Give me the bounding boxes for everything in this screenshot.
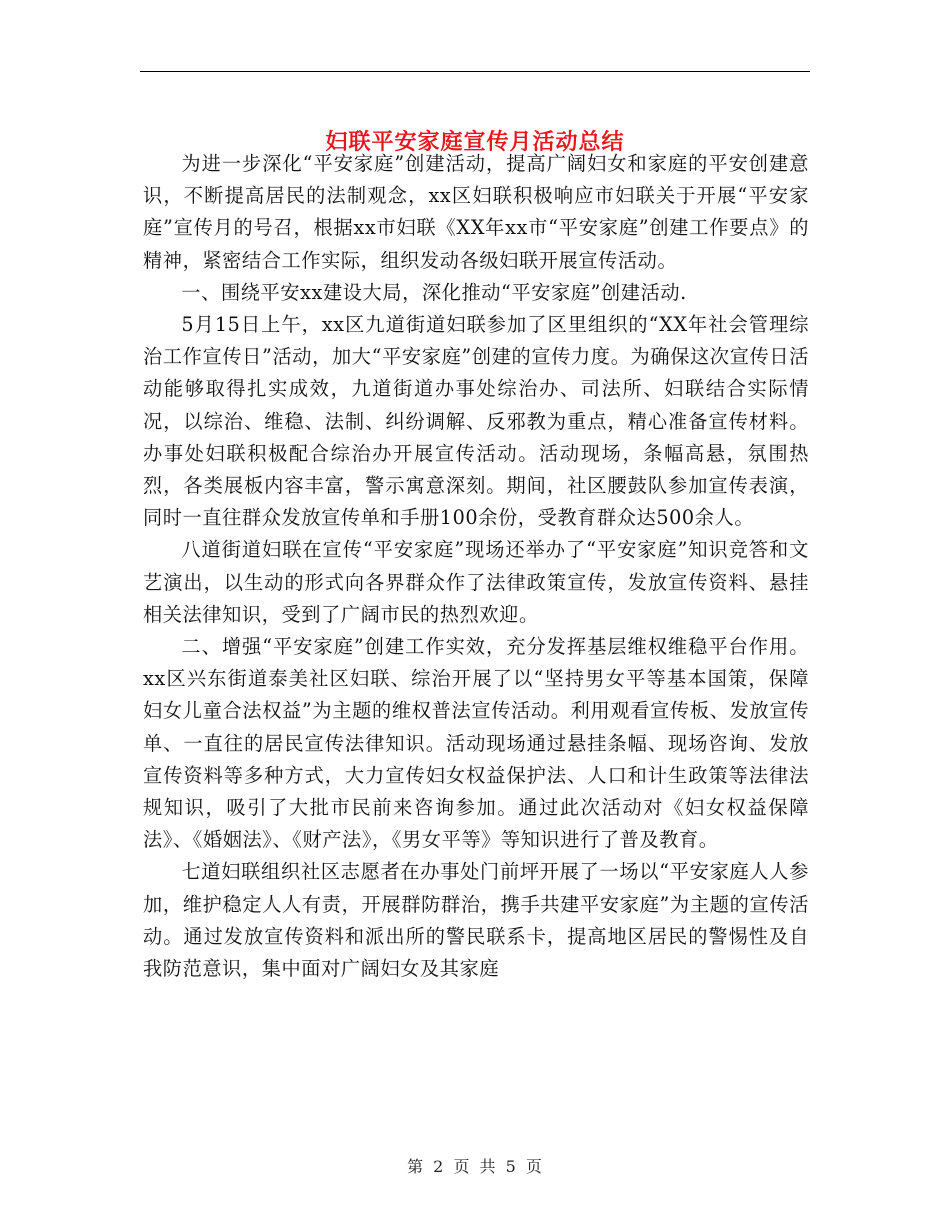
document-body <box>143 148 809 985</box>
paragraph-intro: 为进一步深化“平安家庭”创建活动，提高广阔妇女和家庭的平安创建意识，不断提高居民的法制观念，xx区妇联积极响应市妇联关于开展“平安家庭”宣传月的号召，根据xx市妇联《XX年xx市“平安家庭”创建工作要点》的精神，紧密结合工作实际，组织发动各级妇联开展宣传活动。 <box>143 152 809 272</box>
paragraph-qidao-event: 七道妇联组织社区志愿者在办事处门前坪开展了一场以“平安家庭人人参加，维护稳定人人有责，开展群防群治，携手共建平安家庭”为主题的宣传活动。通过发放宣传资料和派出所的警民联系卡，提高地区居民的警惕性及自我防范意识，集中面对广阔妇女及其家庭 <box>143 860 809 981</box>
paragraph-jiudao-event: 5月15日上午，xx区九道街道妇联参加了区里组织的“XX年社会管理综治工作宣传日”活动，加大“平安家庭”创建的宣传力度。为确保这次宣传日活动能够取得扎实成效，九道街道办事处综治办、司法所、妇联结合实际情况，以综治、维稳、法制、纠纷调解、反邪教为重点，精心准备宣传材料。办事处妇联积极配合综治办开展宣传活动。活动现场，条幅高悬，氛围热烈，各类展板内容丰富，警示寓意深刻。期间，社区腰鼓队参加宣传表演，同时一直往群众发放宣传单和手册100余份，受教育群众达500余人。 <box>143 313 809 530</box>
header-rule <box>140 71 810 72</box>
paragraph-section-1-heading: 一、围绕平安xx建设大局，深化推动“平安家庭”创建活动. <box>181 280 687 304</box>
paragraph-badao-event: 八道街道妇联在宣传“平安家庭”现场还举办了“平安家庭”知识竞答和文艺演出，以生动的形式向各界群众作了法律政策宣传，发放宣传资料、悬挂相关法律知识，受到了广阔市民的热烈欢迎。 <box>143 538 809 626</box>
document-title: 妇联平安家庭宣传月活动总结 <box>325 128 625 155</box>
paragraph-section-2: 二、增强“平安家庭”创建工作实效，充分发挥基层维权维稳平台作用。xx区兴东街道泰美社区妇联、综治开展了以“坚持男女平等基本国策，保障妇女儿童合法权益”为主题的维权普法宣传活动。利用观看宣传板、发放宣传单、一直往的居民宣传法律知识。活动现场通过悬挂条幅、现场咨询、发放宣传资料等多种方式，大力宣传妇女权益保护法、人口和计生政策等法律法规知识，吸引了大批市民前来咨询参加。通过此次活动对《妇女权益保障法》、《婚姻法》、《财产法》，《男女平等》等知识进行了普及教育。 <box>143 635 809 852</box>
page-number-footer: 第 2 页 共 5 页 <box>407 1157 543 1176</box>
